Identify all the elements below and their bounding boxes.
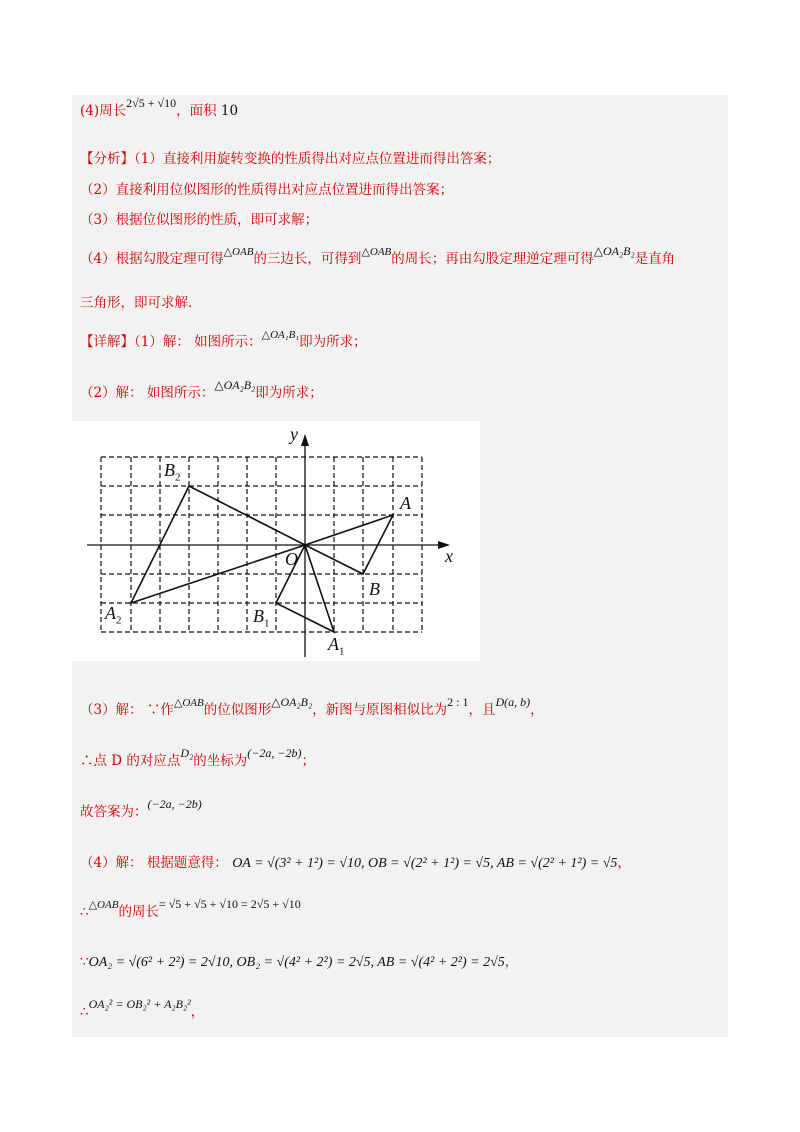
analysis-line-1	[80, 150, 500, 168]
analysis-p4-e: 三角形，即可求解.	[80, 295, 193, 311]
area-value: 10	[220, 103, 239, 119]
perimeter-equation: = √5 + √5 + √10 = 2√5 + √10	[158, 897, 301, 911]
y-axis-arrow	[301, 434, 309, 446]
side-lengths-equation: OA = √(3² + 1²) = √10, OB = √(2² + 1²) = √5, AB = √(2² + 1²) = √5	[232, 856, 618, 871]
part3-line-3	[80, 797, 202, 821]
analysis-line-2	[80, 181, 453, 199]
similarity-ratio: 2 : 1	[447, 695, 469, 709]
detail-s1-b: 即为所求；	[299, 334, 367, 350]
part4-l3-a: ∵	[80, 954, 89, 970]
part4-l2-b: 的周长	[118, 904, 159, 920]
coordinate-figure	[72, 421, 480, 661]
grid-diagram	[72, 421, 480, 661]
part4-l2-a: ∴	[80, 904, 89, 920]
scaled-lengths-equation: OA₂ = √(6² + 2²) = 2√10, OB₂ = √(4² + 2²) = 2√5, AB = √(4² + 2²) = 2√5	[88, 955, 505, 970]
x-axis-label: x	[445, 546, 453, 566]
triangle-oa1b1: △OA₁B₁	[261, 329, 300, 341]
point-b2-label: $B_2$	[164, 460, 181, 484]
d2-coordinates: (−2a, −2b)	[247, 746, 302, 760]
part3-a: （3）解： ∵作	[80, 702, 174, 718]
triangle-oab: △OAB	[223, 246, 254, 258]
perimeter-expression: 2√5 + √10	[126, 96, 177, 110]
detail-s2-a: （2）解： 如图所示：	[80, 385, 215, 401]
detail-line-1	[80, 329, 367, 352]
detail-s1-a: （1）解： 如图所示：	[134, 334, 262, 350]
analysis-p4-b: 的三边长，可得到	[253, 251, 362, 267]
separator: ，	[176, 103, 190, 119]
analysis-p3: （3）根据位似图形的性质，即可求解；	[80, 212, 319, 228]
y-axis-label: y	[290, 424, 298, 444]
part3-l2-a: ∴点 D 的对应点	[80, 753, 181, 769]
analysis-p2: （2）直接利用位似图形的性质得出对应点位置进而得出答案；	[80, 182, 454, 198]
area-label: 面积	[189, 103, 217, 119]
analysis-p4-d: 是直角	[634, 251, 676, 267]
triangle-oab: △OAB	[88, 899, 119, 911]
triangle-oa2b2: △OA₂B₂	[271, 695, 313, 709]
point-a2-label: $A_2$	[105, 603, 122, 627]
triangle-oa2b2: △OA₂B₂	[593, 244, 635, 258]
analysis-line-5	[80, 294, 192, 312]
part3-line-2	[80, 746, 315, 770]
part4-l3-end: ，	[504, 954, 519, 970]
part3-b: 的位似图形	[203, 702, 272, 718]
part4-line-1	[80, 854, 631, 873]
detail-line-2	[80, 378, 323, 402]
part3-l3-a: 故答案为：	[80, 804, 148, 820]
part4-line-2	[80, 897, 301, 922]
part4-eq1-end: ，	[617, 855, 631, 871]
point-b-label: B	[369, 579, 380, 599]
triangle-oab: △OAB	[173, 697, 204, 709]
triangle-oab: △OAB	[361, 246, 392, 258]
part4-line-3	[80, 953, 518, 972]
part4-l4-end: ，	[190, 1004, 205, 1020]
point-a-label: A	[400, 493, 411, 513]
point-b1-label: $B_1$	[253, 606, 270, 630]
part3-d: ，且	[468, 702, 496, 718]
detail-tag: 【详解】	[80, 334, 134, 350]
part4-l4-a: ∴	[80, 1004, 89, 1020]
perimeter-prefix: (4)周长	[80, 103, 127, 119]
part3-l2-c: ；	[301, 753, 315, 769]
analysis-line-3	[80, 211, 318, 229]
analysis-p4-c: 的周长；再由勾股定理逆定理可得	[391, 251, 594, 267]
analysis-line-4	[80, 244, 676, 269]
point-a1-label: $A_1$	[328, 634, 345, 658]
point-d: D(a, b)	[495, 695, 531, 709]
detail-s2-b: 即为所求；	[255, 385, 323, 401]
part3-l2-b: 的坐标为	[193, 753, 248, 769]
origin-label: O	[285, 549, 298, 569]
part3-e: ，	[530, 702, 544, 718]
part3-line-1	[80, 695, 544, 720]
part3-c: ，新图与原图相似比为	[312, 702, 448, 718]
pythagorean-equation: OA₂² = OB₂² + A₂B₂²	[88, 997, 191, 1011]
answer-coordinates: (−2a, −2b)	[147, 797, 202, 811]
answer-line-4	[80, 96, 239, 120]
point-d2: D₂	[180, 746, 194, 760]
analysis-tag: 【分析】	[80, 151, 134, 167]
part4-line-4	[80, 997, 205, 1021]
triangle-oa2b2: △OA₂B₂	[214, 378, 256, 392]
part4-a: （4）解： 根据题意得：	[80, 855, 228, 871]
analysis-p4-a: （4）根据勾股定理可得	[80, 251, 224, 267]
analysis-p1: （1）直接利用旋转变换的性质得出对应点位置进而得出答案；	[134, 151, 501, 167]
